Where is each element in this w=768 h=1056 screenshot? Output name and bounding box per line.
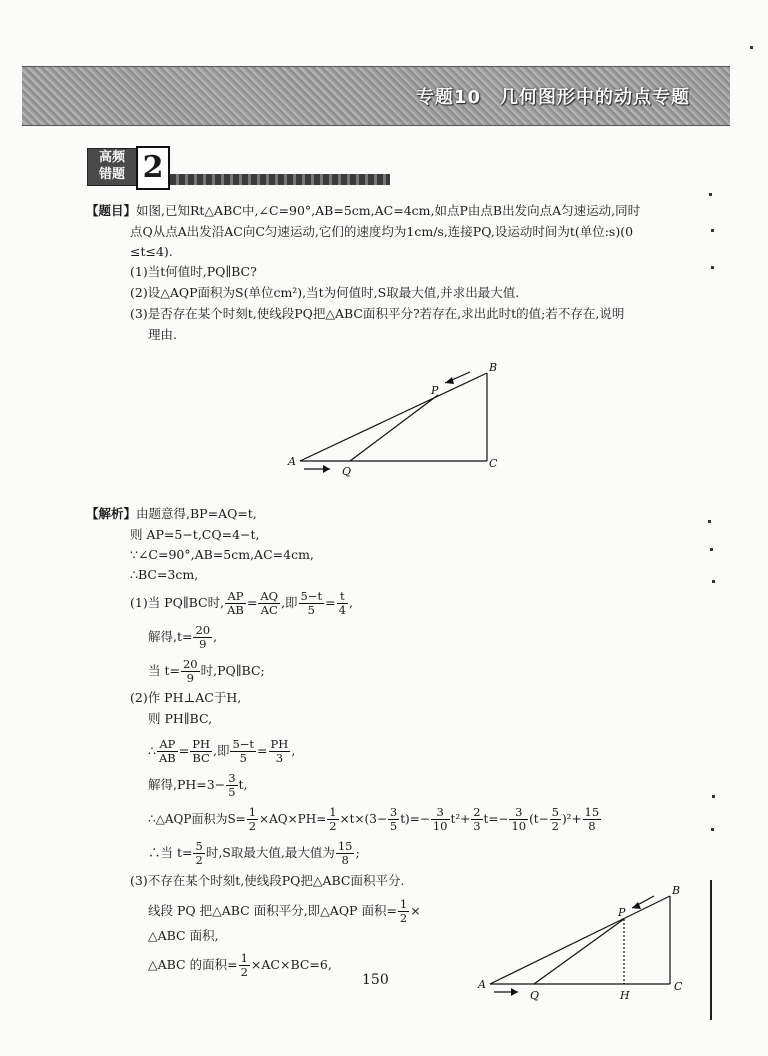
question-2: (2)设△AQP面积为S(单位cm²),当t为何值时,S取最大值,并求出最大值. bbox=[130, 285, 520, 300]
problem-label: 【题目】 bbox=[86, 203, 137, 218]
part1-ratio: (1)当 PQ∥BC时, $\frac{AP}{AB}$ = $\frac{AQ}{AC}$ ,即 $\frac{5-t}{5}$ = $\frac{t}{4}$ , bbox=[130, 589, 353, 617]
label-Q: Q bbox=[342, 465, 352, 478]
scan-mark bbox=[711, 828, 714, 831]
tag-line-1: 高频 bbox=[98, 150, 125, 165]
problem-text-1: 如图,已知Rt△ABC中,∠C=90°,AB=5cm,AC=4cm,如点P由点B出发向点A匀速运动,同时 bbox=[136, 203, 641, 218]
solution-line-4: ∴BC=3cm, bbox=[130, 567, 199, 582]
question-1: (1)当t何值时,PQ∥BC? bbox=[130, 264, 257, 279]
solution-text-1: 由题意得,BP=AQ=t, bbox=[136, 506, 257, 521]
label-P: P bbox=[431, 384, 439, 397]
problem-line-1 bbox=[86, 203, 640, 219]
tag-decor-strip bbox=[170, 174, 390, 185]
solution-line-2: 则 AP=5−t,CQ=4−t, bbox=[130, 527, 260, 542]
label-C-2: C bbox=[674, 980, 683, 993]
part2-max: ∴当 t= $\frac{5}{2}$ 时,S取最大值,最大值为 $\frac{15}{8}$ ; bbox=[148, 839, 360, 867]
chapter-banner bbox=[22, 66, 730, 126]
section-tag bbox=[87, 148, 137, 186]
label-B: B bbox=[489, 361, 498, 374]
triangle-figure-1 bbox=[280, 355, 520, 485]
margin-rule bbox=[710, 880, 712, 1020]
part3-area-label: △ABC 面积, bbox=[148, 928, 219, 943]
scan-mark bbox=[711, 266, 714, 269]
solution-line-1 bbox=[86, 506, 257, 522]
scan-mark bbox=[711, 229, 714, 232]
tag-line-2: 错题 bbox=[98, 167, 125, 182]
part2-parallel: 则 PH∥BC, bbox=[148, 711, 213, 726]
question-3: (3)是否存在某个时刻t,使线段PQ把△ABC面积平分?若存在,求出此时t的值;若不存在,说明 bbox=[130, 306, 625, 321]
part2-construct: (2)作 PH⊥AC于H, bbox=[130, 690, 242, 705]
question-3-cont: 理由. bbox=[148, 327, 177, 342]
problem-line-2: 点Q从点A出发沿AC向C匀速运动,它们的速度均为1cm/s,连接PQ,设运动时间为t(单位:s)(0 bbox=[130, 224, 634, 239]
solution-line-3: ∵∠C=90°,AB=5cm,AC=4cm, bbox=[130, 547, 314, 562]
part3-statement: (3)不存在某个时刻t,使线段PQ把△ABC面积平分. bbox=[130, 873, 405, 888]
scan-mark bbox=[709, 193, 712, 196]
page-number: 150 bbox=[362, 972, 389, 988]
part2-ratio: ∴ $\frac{AP}{AB}$ = $\frac{PH}{BC}$ ,即 $\frac{5-t}{5}$ = $\frac{PH}{3}$ , bbox=[148, 737, 296, 765]
label-Q-2: Q bbox=[530, 989, 540, 1002]
part2-ph: 解得,PH=3− $\frac{3}{5}$ t, bbox=[148, 771, 248, 799]
part2-area-formula: ∴△AQP面积为S= $\frac{1}{2}$ ×AQ×PH= $\frac{1}{2}$ ×t×(3− $\frac{3}{5}$ t)=− $\frac{3}{10}$ t²+ $\frac{2}{3}$ t=− $\frac{3}{10}$ (t− $\frac{5}{2}$ )²+ $\frac{15}{8}$ bbox=[148, 805, 600, 833]
label-C: C bbox=[489, 457, 498, 470]
part1-conclusion: 当 t= $\frac{20}{9}$ 时,PQ∥BC; bbox=[148, 657, 265, 685]
label-A: A bbox=[288, 455, 296, 468]
part3-condition: 线段 PQ 把△ABC 面积平分,即△AQP 面积= $\frac{1}{2}$ × bbox=[148, 897, 421, 925]
section-number: 2 bbox=[136, 146, 170, 190]
label-A-2: A bbox=[478, 978, 486, 991]
scan-mark bbox=[712, 580, 715, 583]
label-H-2: H bbox=[620, 989, 630, 1002]
scan-mark bbox=[710, 548, 713, 551]
label-B-2: B bbox=[672, 884, 681, 897]
scan-mark bbox=[708, 520, 711, 523]
chapter-title: 专题10 几何图形中的动点专题 bbox=[415, 87, 690, 108]
part1-solve: 解得,t= $\frac{20}{9}$ , bbox=[148, 623, 218, 651]
scan-mark bbox=[750, 46, 753, 49]
label-P-2: P bbox=[618, 906, 626, 919]
triangle-figure-2 bbox=[476, 882, 700, 1006]
solution-label: 【解析】 bbox=[86, 506, 137, 521]
part3-area-value: △ABC 的面积= $\frac{1}{2}$ ×AC×BC=6, bbox=[148, 951, 332, 979]
scan-mark bbox=[712, 795, 715, 798]
problem-line-3: ≤t≤4). bbox=[130, 244, 173, 259]
